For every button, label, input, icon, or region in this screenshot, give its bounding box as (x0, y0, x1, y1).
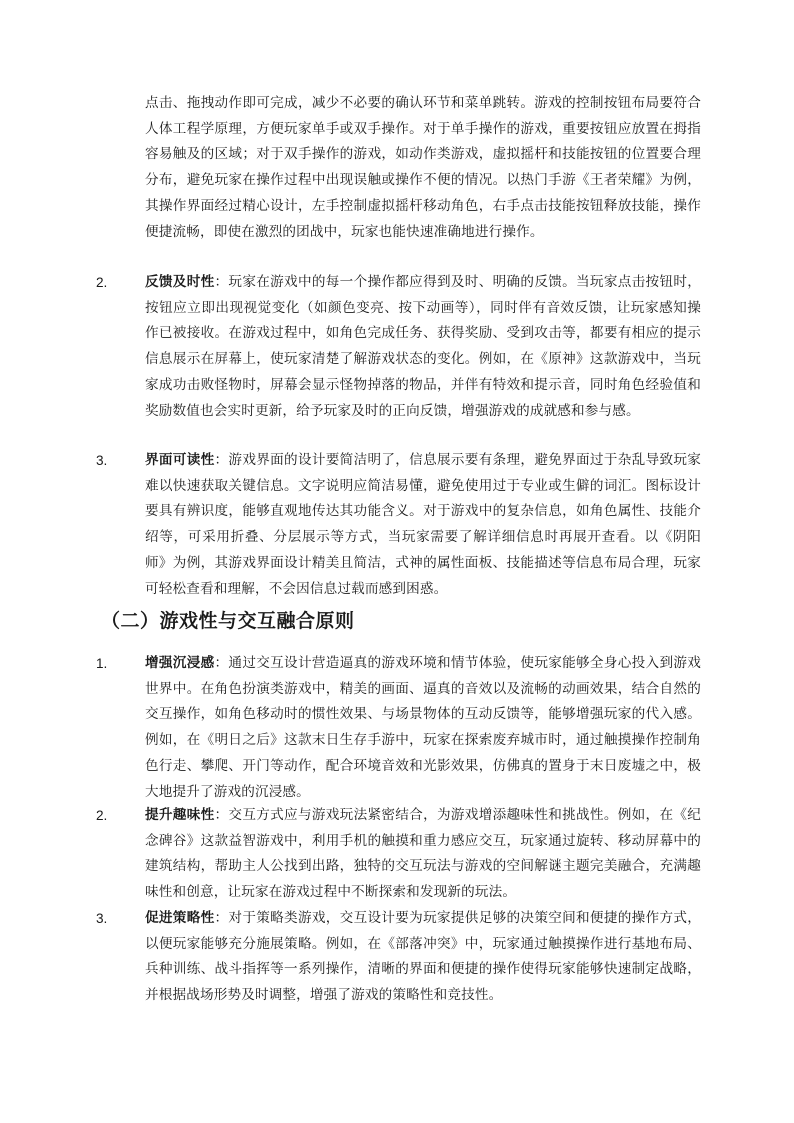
list-item-term: 反馈及时性 (145, 274, 215, 290)
list-number: 3. (96, 911, 108, 926)
list-number: 3. (96, 453, 108, 468)
list-number: 1. (96, 656, 108, 671)
list-item-text: ：玩家在游戏中的每一个操作都应得到及时、明确的反馈。当玩家点击按钮时，按钮应立即出现视觉变化（如颜色变亮、按下动画等），同时伴有音效反馈，让玩家感知操作已被接收。在游戏过程中，如角色完成任务、获得奖励、受到攻击等，都要有相应的提示信息展示在屏幕上，使玩家清楚了解游戏状态的变化。例如，在《原神》这款游戏中，当玩家成功击败怪物时，屏幕会显示怪物掉落的物品，并伴有特效和提示音，同时角色经验值和奖励数值也会实时更新，给予玩家及时的正向反馈，增强游戏的成就感和参与感。 (145, 274, 702, 419)
list-item-term: 增强沉浸感 (145, 655, 215, 671)
list-number: 2. (96, 808, 108, 823)
list-item-body (145, 906, 701, 1009)
section-heading: （二）游戏性与交互融合原则 (101, 610, 355, 632)
list-item-text: ：对于策略类游戏，交互设计要为玩家提供足够的决策空间和便捷的操作方式，以便玩家能够充分施展策略。例如，在《部落冲突》中，玩家通过触摸操作进行基地布局、兵种训练、战斗指挥等一系列操作，清晰的界面和便捷的操作使得玩家能够快速制定战略，并根据战场形势及时调整，增强了游戏的策略性和竞技性。 (145, 910, 702, 1004)
intro-paragraph: 点击、拖拽动作即可完成，减少不必要的确认环节和菜单跳转。游戏的控制按钮布局要符合人体工程学原理，方便玩家单手或双手操作。对于单手操作的游戏，重要按钮应放置在拇指容易触及的区域；对于双手操作的游戏，如动作类游戏，虚拟摇杆和技能按钮的位置要合理分布，避免玩家在操作过程中出现误触或操作不便的情况。以热门手游《王者荣耀》为例，其操作界面经过精心设计，左手控制虚拟摇杆移动角色，右手点击技能按钮释放技能，操作便捷流畅，即使在激烈的团战中，玩家也能快速准确地进行操作。 (145, 95, 701, 240)
list-item-body (145, 270, 701, 424)
list-item-text: ：通过交互设计营造逼真的游戏环境和情节体验，使玩家能够全身心投入到游戏世界中。在角色扮演类游戏中，精美的画面、逼真的音效以及流畅的动画效果，结合自然的交互操作，如角色移动时的惯性效果、与场景物体的互动反馈等，能够增强玩家的代入感。例如，在《明日之后》这款末日生存手游中，玩家在探索废弃城市时，通过触摸操作控制角色行走、攀爬、开门等动作，配合环境音效和光影效果，仿佛真的置身于末日废墟之中，极大地提升了游戏的沉浸感。 (145, 655, 702, 800)
list-number: 2. (96, 275, 108, 290)
list-item-term: 促进策略性 (145, 910, 215, 926)
list-item-text: ：游戏界面的设计要简洁明了，信息展示要有条理，避免界面过于杂乱导致玩家难以快速获取关键信息。文字说明应简洁易懂，避免使用过于专业或生僻的词汇。图标设计要具有辨识度，能够直观地传达其功能含义。对于游戏中的复杂信息，如角色属性、技能介绍等，可采用折叠、分层展示等方式，当玩家需要了解详细信息时再展开查看。以《阴阳师》为例，其游戏界面设计精美且简洁，式神的属性面板、技能描述等信息布局合理，玩家可轻松查看和理解，不会因信息过载而感到困惑。 (145, 452, 702, 597)
list-item-text: ：交互方式应与游戏玩法紧密结合，为游戏增添趣味性和挑战性。例如，在《纪念碑谷》这款益智游戏中，利用手机的触摸和重力感应交互，玩家通过旋转、移动屏幕中的建筑结构，帮助主人公找到出路，独特的交互玩法与游戏的空间解谜主题完美融合，充满趣味性和创意，让玩家在游戏过程中不断探索和发现新的玩法。 (145, 807, 702, 901)
list-item-body (145, 651, 701, 805)
list-item-body (145, 803, 701, 906)
list-item-term: 提升趣味性 (145, 807, 215, 823)
list-item-body (145, 448, 701, 602)
list-item-term: 界面可读性 (145, 452, 215, 468)
